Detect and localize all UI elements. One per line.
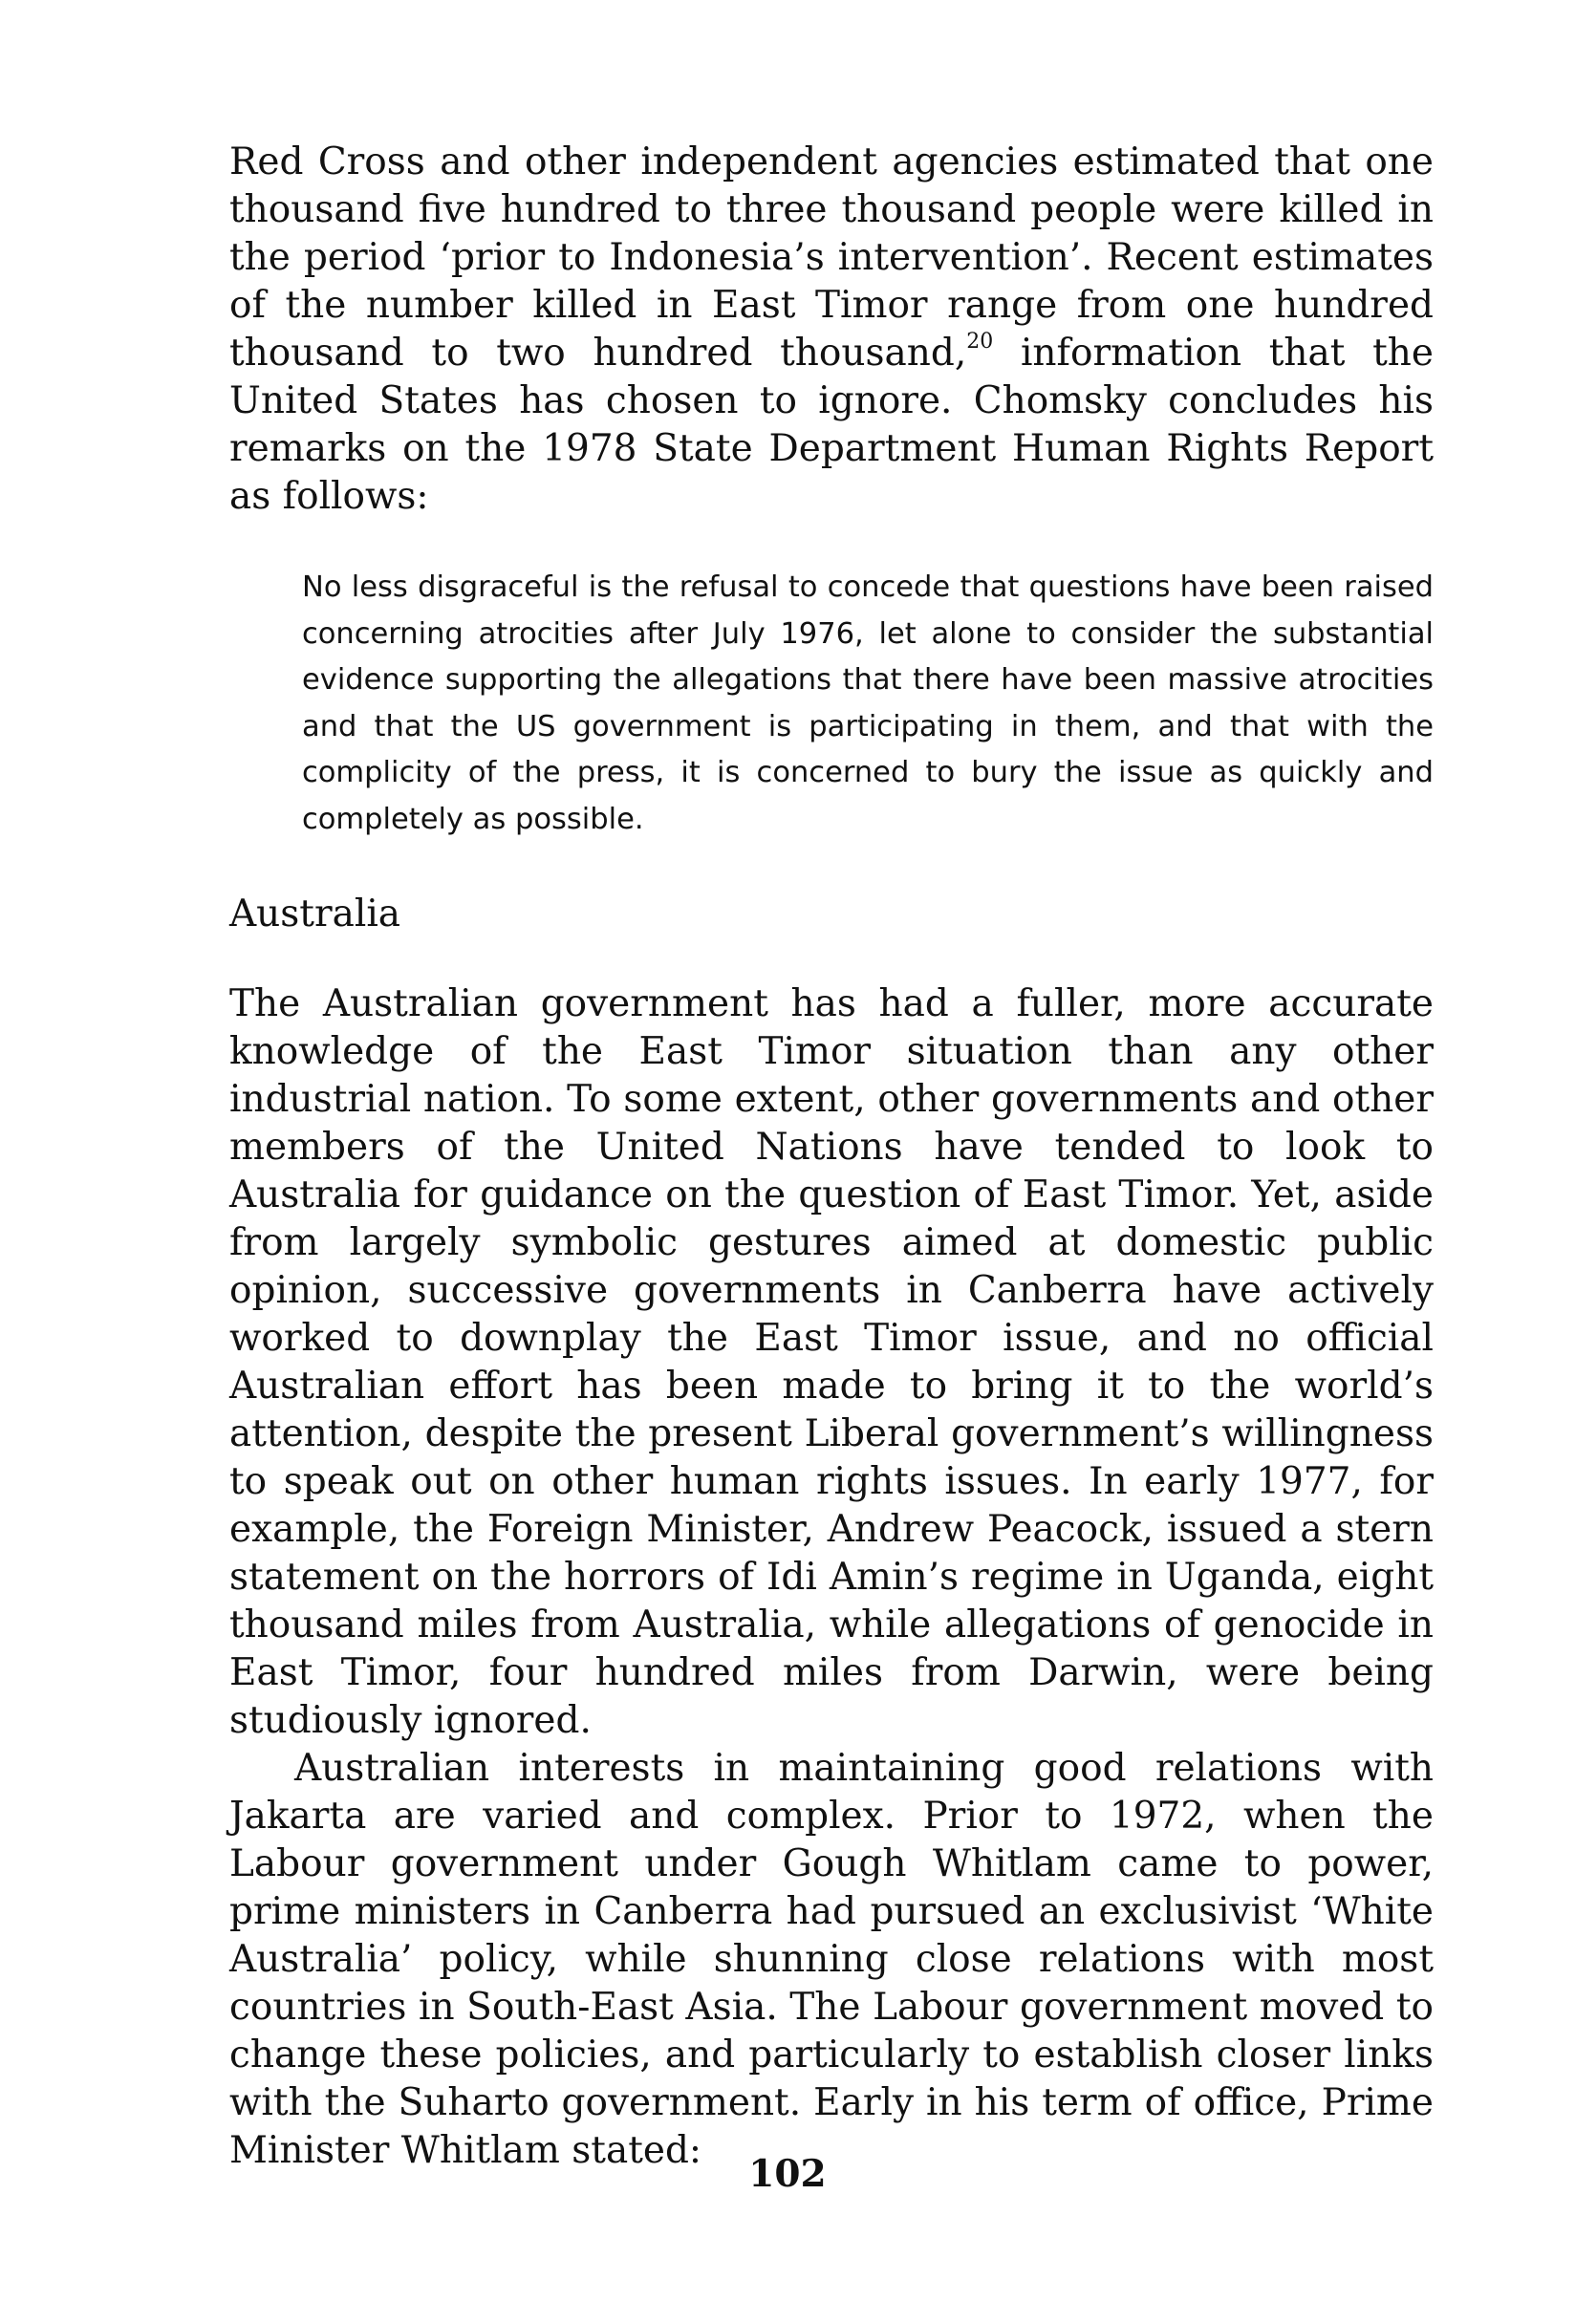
paragraph-text-continued: information that the United States has chosen to ignore. Chomsky concludes his remarks on the 1978 State Department Human Rights Report as follows:: [229, 332, 1434, 518]
footnote-reference: 20: [966, 330, 994, 354]
page-body: [229, 139, 1434, 2175]
body-paragraph-3: Australian interests in maintaining good relations with Jakarta are varied and complex. Prior to 1972, when the Labour government under Gough Whitlam came to power, prime ministers in Canberra had pursued an exclusivist ‘White Australia’ policy, while shunning close relations with most countries in South-East Asia. The Labour government moved to change these policies, and particularly to establish closer links with the Suharto government. Early in his term of office, Prime Minister Whitlam stated:: [229, 1747, 1434, 2172]
section-heading: Australia: [229, 893, 401, 936]
paragraph-text: Red Cross and other independent agencies estimated that one thousand five hundred to three thousand people were killed in the period ‘prior to Indonesia’s intervention’. Recent estimates of the number killed in East Timor range from one hundred thousand to two hundred thousand,: [229, 140, 1434, 375]
body-paragraph-1: [229, 139, 1434, 521]
block-quote: No less disgraceful is the refusal to concede that questions have been raised concerning atrocities after July 1976, let alone to consider the substantial evidence supporting the allegations that there have been massive atrocities and that the US government is participating in them, and that with the complicity of the press, it is concerned to bury the issue as quickly and completely as possible.: [302, 570, 1434, 836]
page-number: 102: [748, 2152, 827, 2196]
body-paragraph-2: The Australian government has had a fuller, more accurate knowledge of the East Timor situation than any other industrial nation. To some extent, other governments and other members of the United Nations have tended to look to Australia for guidance on the question of East Timor. Yet, aside from largely symbolic gestures aimed at domestic public opinion, successive governments in Canberra have actively worked to downplay the East Timor issue, and no official Australian effort has been made to bring it to the world’s attention, despite the present Liberal government’s willingness to speak out on other human rights issues. In early 1977, for example, the Foreign Minister, Andrew Peacock, issued a stern statement on the horrors of Idi Amin’s regime in Uganda, eight thousand miles from Australia, while allegations of genocide in East Timor, four hundred miles from Darwin, were being studiously ignored.: [229, 982, 1434, 1742]
